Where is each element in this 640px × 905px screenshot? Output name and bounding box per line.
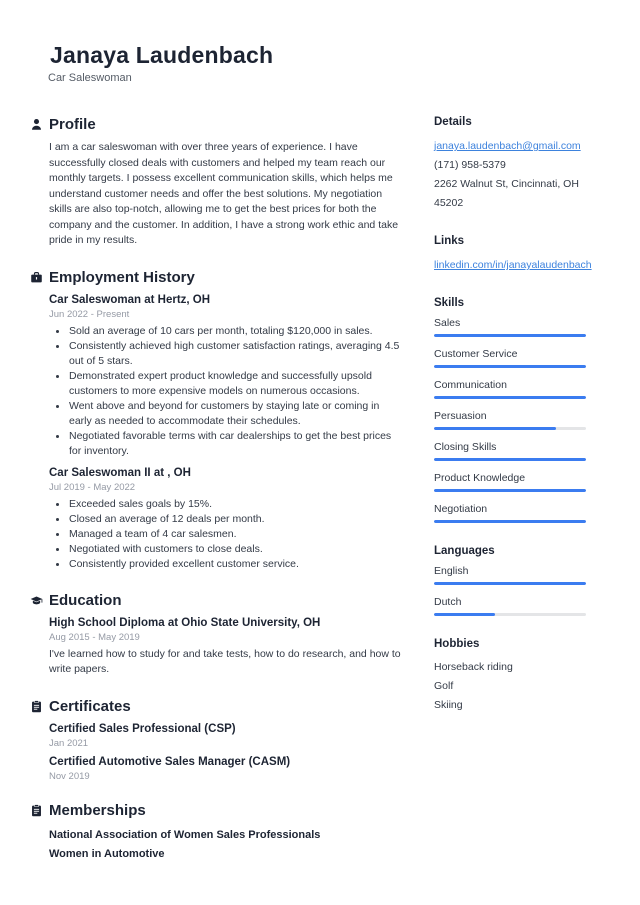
skill-bar-fill <box>434 520 586 523</box>
membership-entry: National Association of Women Sales Professionals <box>49 828 321 841</box>
education-dates: Aug 2015 - May 2019 <box>49 631 140 643</box>
skill-label: Sales <box>434 317 461 329</box>
employment-heading: Employment History <box>49 268 195 286</box>
language-bar-fill <box>434 613 495 616</box>
content-columns <box>0 84 640 884</box>
sidebar-column <box>434 116 592 884</box>
skill-bar-fill <box>434 489 586 492</box>
job-bullet: • Went above and beyond for customers by staying late or coming in early as needed to accommodate their schedules. <box>68 399 402 429</box>
skill-bar-track <box>434 365 586 368</box>
main-column <box>30 116 402 884</box>
certificates-heading: Certificates <box>49 697 131 715</box>
skill-bar-track <box>434 427 586 430</box>
skill-label: Negotiation <box>434 503 488 515</box>
skill-bar-fill <box>434 458 586 461</box>
skill-label: Closing Skills <box>434 441 497 453</box>
job-title: Car Saleswoman at Hertz, OH <box>49 293 211 306</box>
certificate-entry <box>49 755 402 782</box>
certificate-dates: Nov 2019 <box>49 770 90 782</box>
resume-header <box>0 0 640 84</box>
job-entry <box>49 293 402 459</box>
hobbies-heading: Hobbies <box>434 638 480 650</box>
education-title: High School Diploma at Ohio State University, OH <box>49 616 321 629</box>
skill-entry <box>434 410 586 430</box>
skill-bar-track <box>434 520 586 523</box>
language-label: English <box>434 565 469 577</box>
job-bullet: • Sold an average of 10 cars per month, totaling $120,000 in sales. <box>68 324 402 339</box>
job-bullet: • Consistently achieved high customer satisfaction ratings, averaging 4.5 out of 5 stars. <box>68 339 402 369</box>
skill-bar-fill <box>434 396 586 399</box>
address: 2262 Walnut St, Cincinnati, OH 45202 <box>434 178 579 209</box>
skills-container <box>434 317 586 523</box>
job-entry <box>49 466 402 572</box>
skill-entry <box>434 472 586 492</box>
job-dates: Jun 2022 - Present <box>49 308 130 320</box>
skill-entry <box>434 348 586 368</box>
skill-bar-track <box>434 396 586 399</box>
section-employment <box>30 269 402 572</box>
job-dates: Jul 2019 - May 2022 <box>49 481 136 493</box>
profile-heading: Profile <box>49 116 96 133</box>
languages-container <box>434 565 586 616</box>
language-entry <box>434 596 586 616</box>
job-title: Car Saleswoman II at , OH <box>49 466 191 479</box>
linkedin-link[interactable]: linkedin.com/in/janayalaudenbach <box>434 259 592 271</box>
memberships-heading: Memberships <box>49 801 146 819</box>
job-bullet: • Managed a team of 4 car salesmen. <box>68 527 402 542</box>
section-profile <box>30 116 402 249</box>
language-label: Dutch <box>434 596 462 608</box>
membership-entry: Women in Automotive <box>49 847 165 860</box>
skills-heading: Skills <box>434 297 465 309</box>
hobby-entry: Skiing <box>434 699 463 711</box>
section-memberships <box>30 802 402 864</box>
language-bar-track <box>434 582 586 585</box>
certificate-entry <box>49 722 402 749</box>
skill-bar-track <box>434 458 586 461</box>
hobby-entry: Horseback riding <box>434 661 513 673</box>
education-heading: Education <box>49 591 122 609</box>
job-bullet: • Exceeded sales goals by 15%. <box>68 497 402 512</box>
skill-label: Communication <box>434 379 507 391</box>
job-bullets <box>49 497 402 572</box>
graduation-cap-icon <box>30 594 43 607</box>
skill-entry <box>434 441 586 461</box>
language-bar-fill <box>434 582 586 585</box>
skill-label: Customer Service <box>434 348 518 360</box>
skill-entry <box>434 379 586 399</box>
job-bullet: • Demonstrated expert product knowledge and successfully upsold customers to more expensive models on numerous occasions. <box>68 369 402 399</box>
person-icon <box>30 118 43 131</box>
certificate-title: Certified Sales Professional (CSP) <box>49 722 236 735</box>
details-group <box>434 116 586 213</box>
hobbies-group <box>434 638 586 715</box>
details-heading: Details <box>434 116 472 128</box>
section-certificates <box>30 698 402 782</box>
job-bullet: • Consistently provided excellent customer service. <box>68 557 402 572</box>
person-job-title: Car Saleswoman <box>48 72 132 84</box>
skill-bar-track <box>434 334 586 337</box>
clipboard-icon <box>30 700 43 713</box>
memberships-container <box>30 826 402 864</box>
hobby-entry: Golf <box>434 680 454 692</box>
education-entry <box>49 616 402 678</box>
email-link[interactable]: janaya.laudenbach@gmail.com <box>434 140 581 152</box>
person-name: Janaya Laudenbach <box>50 42 274 68</box>
skill-bar-fill <box>434 427 556 430</box>
links-group <box>434 235 592 275</box>
languages-heading: Languages <box>434 545 495 557</box>
section-education <box>30 592 402 678</box>
language-bar-track <box>434 613 586 616</box>
links-container <box>434 255 592 275</box>
job-bullet: • Negotiated favorable terms with car dealerships to get the best prices for inventory. <box>68 429 402 459</box>
education-container <box>30 616 402 678</box>
skill-bar-track <box>434 489 586 492</box>
skill-bar-fill <box>434 334 586 337</box>
skill-entry <box>434 317 586 337</box>
skill-bar-fill <box>434 365 586 368</box>
education-description: I've learned how to study for and take tests, how to do research, and how to write papers. <box>49 647 401 675</box>
certificate-title: Certified Automotive Sales Manager (CASM) <box>49 755 291 768</box>
hobbies-container <box>434 658 586 715</box>
links-heading: Links <box>434 235 465 247</box>
certificate-dates: Jan 2021 <box>49 737 89 749</box>
skill-label: Persuasion <box>434 410 487 422</box>
job-bullet: • Negotiated with customers to close deals. <box>68 542 402 557</box>
job-bullets <box>49 324 402 459</box>
profile-text: I am a car saleswoman with over three years of experience. I have successfully closed deals with customers and helped my team reach our monthly targets. I possess excellent communication skills, which helps me understand customer needs and offer the best solutions. My negotiation skills are also top-notch, allowing me to get the best prices for both the company and the customer. In addition, I have a strong work ethic and take pride in my results. <box>49 141 399 246</box>
skills-group <box>434 297 586 523</box>
briefcase-icon <box>30 271 43 284</box>
job-bullet: • Closed an average of 12 deals per month. <box>68 512 402 527</box>
language-entry <box>434 565 586 585</box>
jobs-container <box>30 293 402 572</box>
skill-entry <box>434 503 586 523</box>
clipboard-icon <box>30 804 43 817</box>
phone-number: (171) 958-5379 <box>434 159 506 171</box>
languages-group <box>434 545 586 616</box>
skill-label: Product Knowledge <box>434 472 526 484</box>
certificates-container <box>30 722 402 782</box>
